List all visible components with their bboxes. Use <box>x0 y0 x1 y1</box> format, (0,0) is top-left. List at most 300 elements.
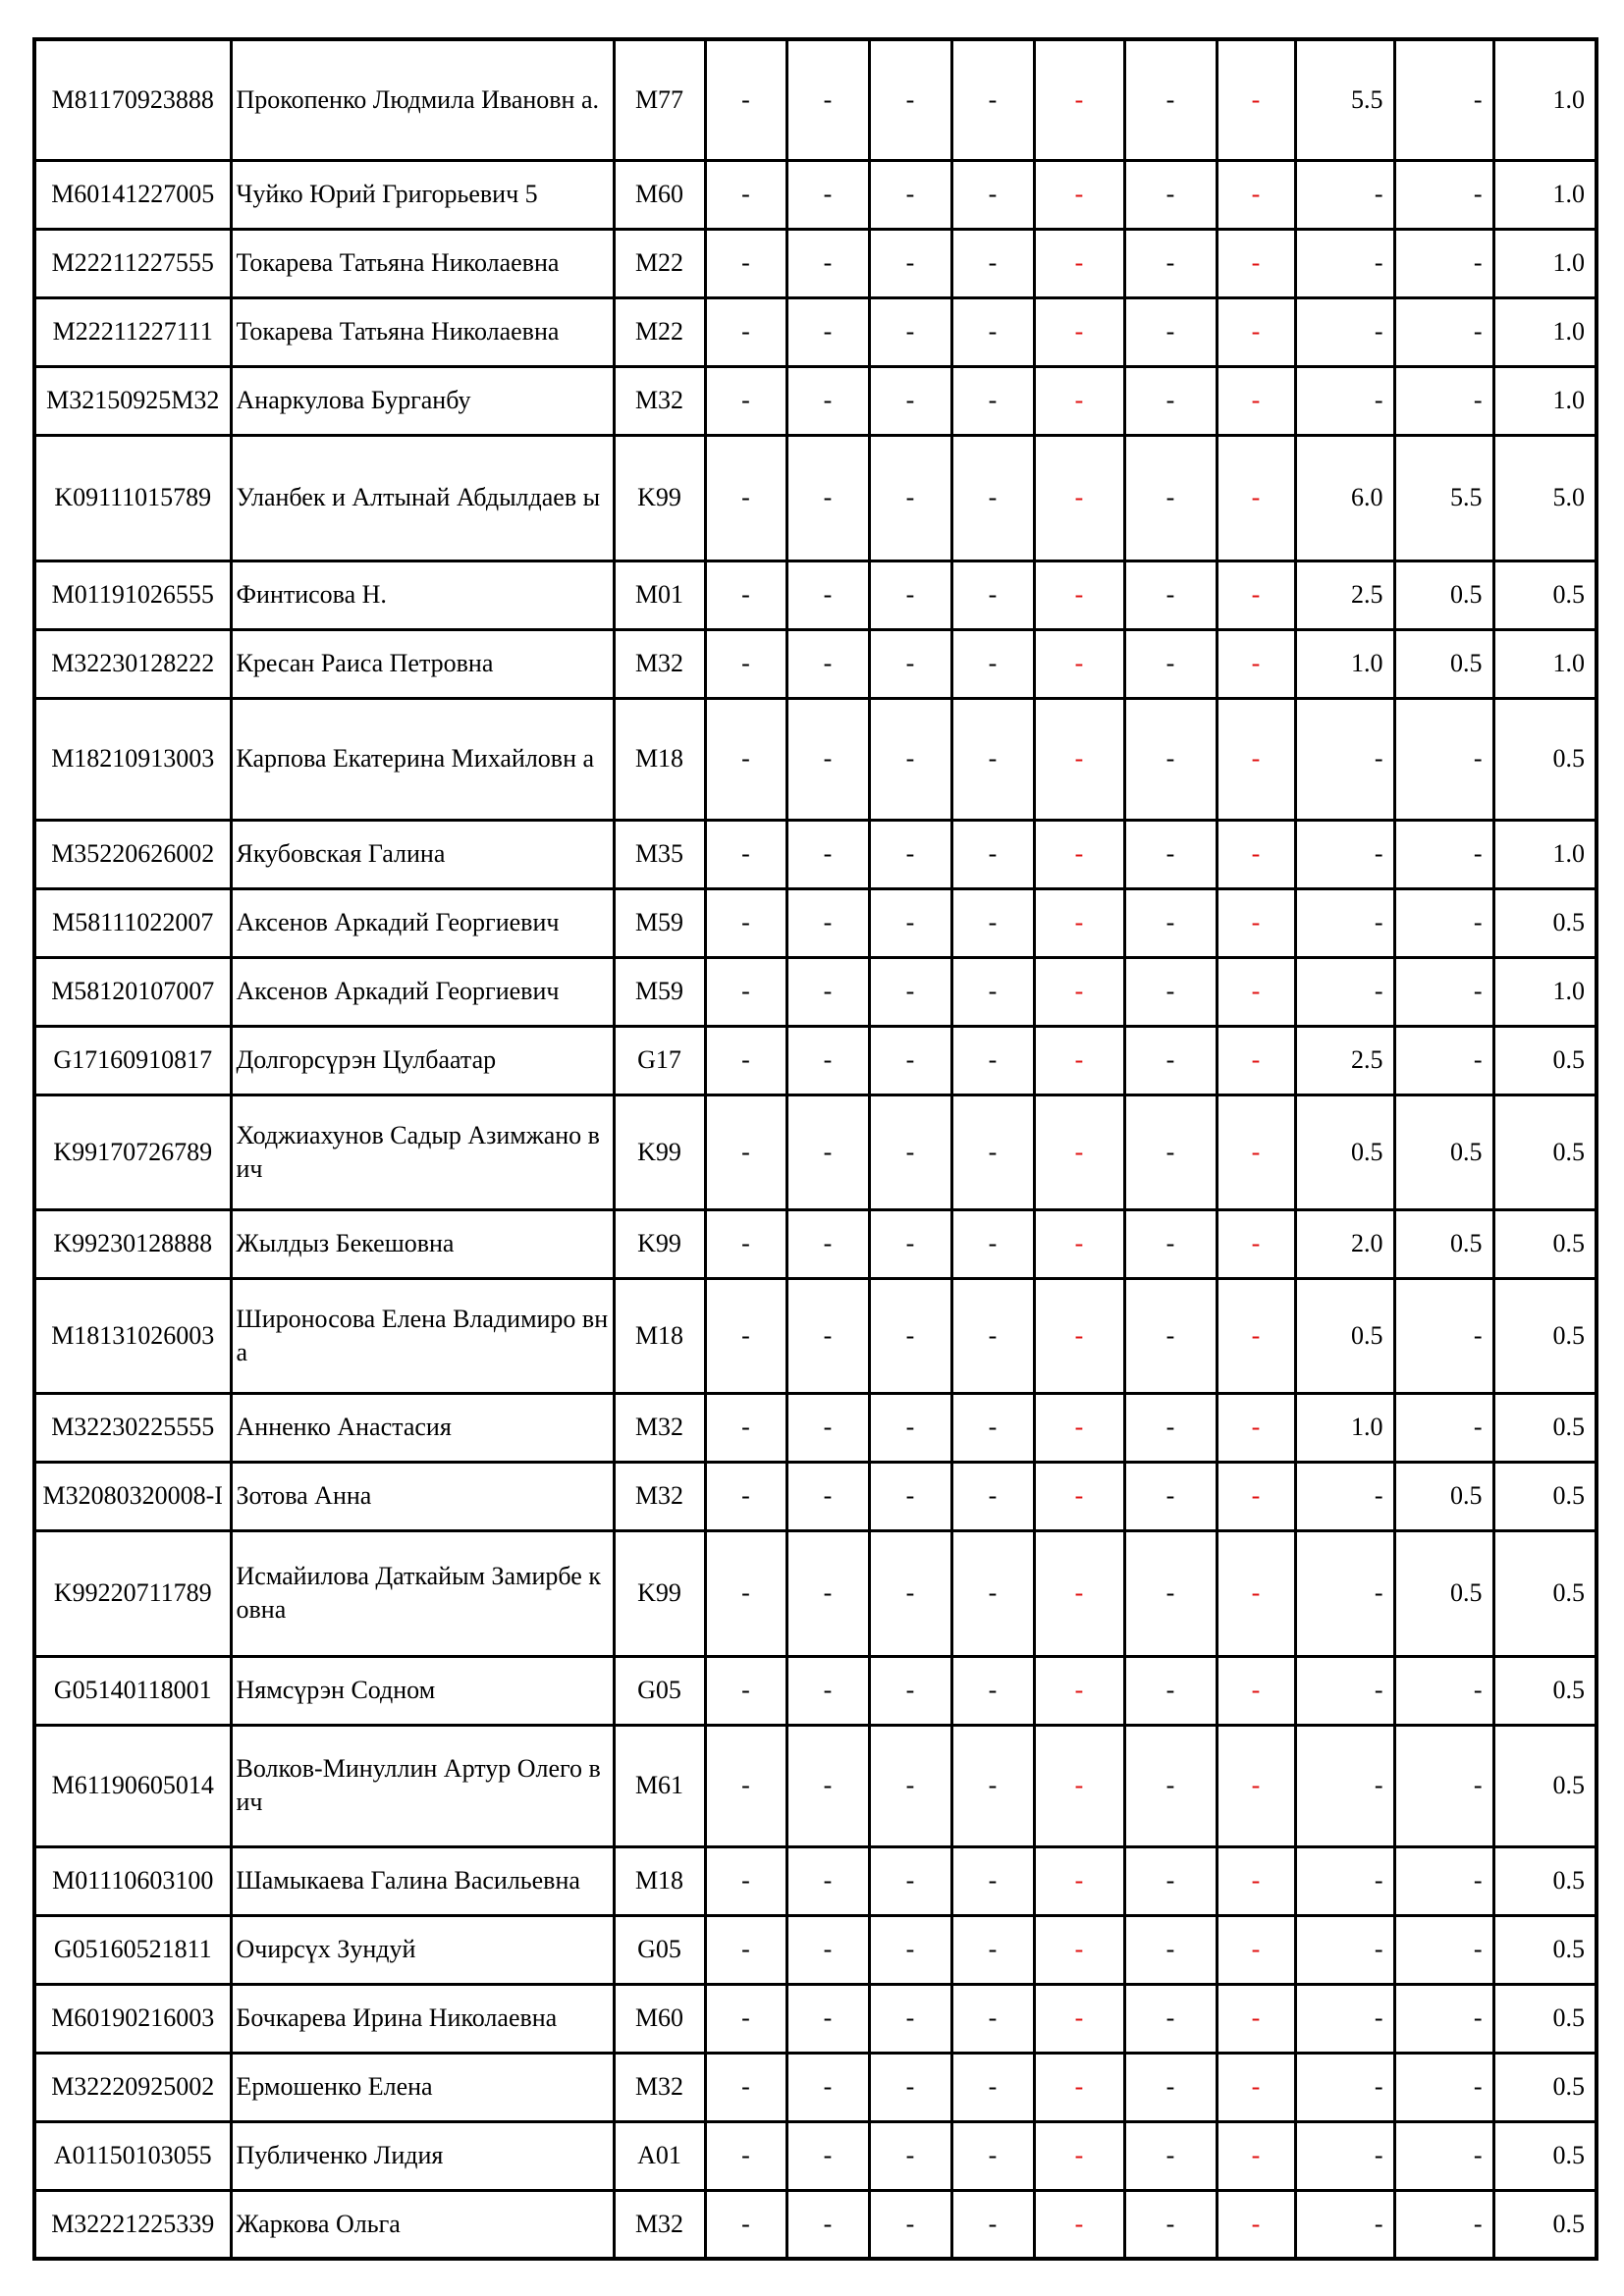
empty-mark-cell: - <box>705 229 786 297</box>
empty-mark-cell: - <box>705 957 786 1026</box>
record-id-cell: M58120107007 <box>34 957 231 1026</box>
empty-mark-cell: - <box>1217 1462 1295 1530</box>
person-name-cell: Токарева Татьяна Николаевна <box>231 229 614 297</box>
score-cell-3: 0.5 <box>1493 1462 1597 1530</box>
empty-mark-cell: - <box>869 39 951 160</box>
empty-mark-cell: - <box>705 1846 786 1915</box>
score-cell-1: - <box>1295 888 1394 957</box>
empty-mark-cell: - <box>786 888 869 957</box>
table-row <box>34 1209 1597 1278</box>
score-cell-1: 2.5 <box>1295 561 1394 629</box>
record-id-cell: M32230128222 <box>34 629 231 698</box>
record-id-cell: M58111022007 <box>34 888 231 957</box>
empty-mark-cell: - <box>1217 1656 1295 1725</box>
empty-mark-cell: - <box>1217 888 1295 957</box>
score-cell-2: - <box>1394 1725 1493 1846</box>
empty-mark-cell: - <box>1217 2121 1295 2190</box>
person-name-cell: Токарева Татьяна Николаевна <box>231 297 614 366</box>
region-code-cell: M61 <box>614 1725 705 1846</box>
empty-mark-cell: - <box>869 160 951 229</box>
empty-mark-cell: - <box>705 1656 786 1725</box>
table-row <box>34 2053 1597 2121</box>
empty-mark-cell: - <box>1034 2121 1124 2190</box>
empty-mark-cell: - <box>1124 1656 1217 1725</box>
record-id-cell: M22211227111 <box>34 297 231 366</box>
person-name-cell: Карпова Екатерина Михайловн а <box>231 698 614 820</box>
score-cell-3: 0.5 <box>1493 1026 1597 1095</box>
score-cell-3: 0.5 <box>1493 1278 1597 1393</box>
region-code-cell: M32 <box>614 2190 705 2259</box>
empty-mark-cell: - <box>786 160 869 229</box>
empty-mark-cell: - <box>786 366 869 435</box>
empty-mark-cell: - <box>869 297 951 366</box>
empty-mark-cell: - <box>786 698 869 820</box>
empty-mark-cell: - <box>869 1462 951 1530</box>
empty-mark-cell: - <box>1217 229 1295 297</box>
score-cell-2: - <box>1394 1984 1493 2053</box>
person-name-cell: Ермошенко Елена <box>231 2053 614 2121</box>
score-cell-2: - <box>1394 1026 1493 1095</box>
table-row <box>34 1462 1597 1530</box>
empty-mark-cell: - <box>951 1725 1034 1846</box>
person-name-cell: Уланбек и Алтынай Абдылдаев ы <box>231 435 614 561</box>
empty-mark-cell: - <box>951 2053 1034 2121</box>
empty-mark-cell: - <box>705 1915 786 1984</box>
empty-mark-cell: - <box>1034 1026 1124 1095</box>
score-cell-3: 1.0 <box>1493 629 1597 698</box>
score-cell-1: - <box>1295 1846 1394 1915</box>
empty-mark-cell: - <box>786 957 869 1026</box>
empty-mark-cell: - <box>786 1462 869 1530</box>
empty-mark-cell: - <box>705 698 786 820</box>
region-code-cell: K99 <box>614 1209 705 1278</box>
empty-mark-cell: - <box>786 2121 869 2190</box>
empty-mark-cell: - <box>786 2190 869 2259</box>
empty-mark-cell: - <box>951 297 1034 366</box>
empty-mark-cell: - <box>1124 366 1217 435</box>
empty-mark-cell: - <box>1034 957 1124 1026</box>
empty-mark-cell: - <box>869 2053 951 2121</box>
empty-mark-cell: - <box>869 629 951 698</box>
person-name-cell: Волков-Минуллин Артур Олего вич <box>231 1725 614 1846</box>
region-code-cell: M32 <box>614 629 705 698</box>
person-name-cell: Зотова Анна <box>231 1462 614 1530</box>
score-cell-2: - <box>1394 1915 1493 1984</box>
region-code-cell: M18 <box>614 698 705 820</box>
region-code-cell: M60 <box>614 1984 705 2053</box>
empty-mark-cell: - <box>869 435 951 561</box>
score-cell-1: 6.0 <box>1295 435 1394 561</box>
empty-mark-cell: - <box>951 1095 1034 1209</box>
empty-mark-cell: - <box>1034 1656 1124 1725</box>
empty-mark-cell: - <box>951 1984 1034 2053</box>
empty-mark-cell: - <box>1124 1278 1217 1393</box>
score-cell-1: 5.5 <box>1295 39 1394 160</box>
score-cell-1: 1.0 <box>1295 629 1394 698</box>
empty-mark-cell: - <box>1124 1846 1217 1915</box>
record-id-cell: M01110603100 <box>34 1846 231 1915</box>
score-cell-1: - <box>1295 1915 1394 1984</box>
empty-mark-cell: - <box>1124 820 1217 888</box>
empty-mark-cell: - <box>786 1984 869 2053</box>
score-cell-3: 1.0 <box>1493 820 1597 888</box>
empty-mark-cell: - <box>951 39 1034 160</box>
score-cell-1: - <box>1295 297 1394 366</box>
person-name-cell: Анаркулова Бурганбу <box>231 366 614 435</box>
table-body <box>34 39 1597 2259</box>
person-name-cell: Жаркова Ольга <box>231 2190 614 2259</box>
person-name-cell: Долгорсүрэн Цулбаатар <box>231 1026 614 1095</box>
empty-mark-cell: - <box>705 2053 786 2121</box>
score-cell-3: 0.5 <box>1493 1656 1597 1725</box>
score-cell-2: - <box>1394 39 1493 160</box>
person-name-cell: Бочкарева Ирина Николаевна <box>231 1984 614 2053</box>
empty-mark-cell: - <box>705 1393 786 1462</box>
region-code-cell: K99 <box>614 435 705 561</box>
empty-mark-cell: - <box>1034 1278 1124 1393</box>
score-cell-2: 0.5 <box>1394 1209 1493 1278</box>
table-row <box>34 229 1597 297</box>
table-row <box>34 2121 1597 2190</box>
empty-mark-cell: - <box>1034 297 1124 366</box>
empty-mark-cell: - <box>705 1278 786 1393</box>
empty-mark-cell: - <box>1217 1984 1295 2053</box>
empty-mark-cell: - <box>869 366 951 435</box>
score-cell-3: 1.0 <box>1493 160 1597 229</box>
record-id-cell: M35220626002 <box>34 820 231 888</box>
empty-mark-cell: - <box>786 1656 869 1725</box>
empty-mark-cell: - <box>1034 39 1124 160</box>
record-id-cell: M81170923888 <box>34 39 231 160</box>
score-cell-1: - <box>1295 957 1394 1026</box>
person-name-cell: Якубовская Галина <box>231 820 614 888</box>
person-name-cell: Аксенов Аркадий Георгиевич <box>231 957 614 1026</box>
table-row <box>34 888 1597 957</box>
empty-mark-cell: - <box>1034 698 1124 820</box>
table-row <box>34 366 1597 435</box>
score-cell-1: - <box>1295 1462 1394 1530</box>
empty-mark-cell: - <box>1034 1095 1124 1209</box>
empty-mark-cell: - <box>869 1026 951 1095</box>
table-row <box>34 1915 1597 1984</box>
region-code-cell: G17 <box>614 1026 705 1095</box>
empty-mark-cell: - <box>951 366 1034 435</box>
region-code-cell: M01 <box>614 561 705 629</box>
empty-mark-cell: - <box>1124 888 1217 957</box>
empty-mark-cell: - <box>869 1095 951 1209</box>
empty-mark-cell: - <box>1217 1915 1295 1984</box>
table-row <box>34 1846 1597 1915</box>
record-id-cell: M32220925002 <box>34 2053 231 2121</box>
record-id-cell: M32080320008-I <box>34 1462 231 1530</box>
table-row <box>34 698 1597 820</box>
region-code-cell: M32 <box>614 1393 705 1462</box>
score-cell-1: - <box>1295 160 1394 229</box>
score-cell-3: 1.0 <box>1493 39 1597 160</box>
empty-mark-cell: - <box>705 1984 786 2053</box>
empty-mark-cell: - <box>1217 297 1295 366</box>
empty-mark-cell: - <box>869 1846 951 1915</box>
empty-mark-cell: - <box>786 561 869 629</box>
empty-mark-cell: - <box>786 39 869 160</box>
empty-mark-cell: - <box>1124 39 1217 160</box>
empty-mark-cell: - <box>1034 2053 1124 2121</box>
empty-mark-cell: - <box>1217 435 1295 561</box>
score-cell-2: - <box>1394 160 1493 229</box>
empty-mark-cell: - <box>951 2121 1034 2190</box>
empty-mark-cell: - <box>1124 297 1217 366</box>
person-name-cell: Кресан Раиса Петровна <box>231 629 614 698</box>
score-cell-2: - <box>1394 297 1493 366</box>
empty-mark-cell: - <box>705 366 786 435</box>
table-row <box>34 957 1597 1026</box>
table-row <box>34 2190 1597 2259</box>
empty-mark-cell: - <box>1217 39 1295 160</box>
empty-mark-cell: - <box>1217 820 1295 888</box>
empty-mark-cell: - <box>1034 1725 1124 1846</box>
score-cell-3: 0.5 <box>1493 888 1597 957</box>
empty-mark-cell: - <box>951 435 1034 561</box>
region-code-cell: M32 <box>614 1462 705 1530</box>
empty-mark-cell: - <box>1034 1984 1124 2053</box>
score-cell-1: 0.5 <box>1295 1278 1394 1393</box>
empty-mark-cell: - <box>1034 1209 1124 1278</box>
empty-mark-cell: - <box>1217 160 1295 229</box>
score-cell-3: 0.5 <box>1493 561 1597 629</box>
table-row <box>34 1026 1597 1095</box>
person-name-cell: Чуйко Юрий Григорьевич 5 <box>231 160 614 229</box>
region-code-cell: M22 <box>614 229 705 297</box>
table-row <box>34 561 1597 629</box>
region-code-cell: M22 <box>614 297 705 366</box>
empty-mark-cell: - <box>1034 1393 1124 1462</box>
score-cell-2: - <box>1394 2190 1493 2259</box>
empty-mark-cell: - <box>951 698 1034 820</box>
score-cell-1: - <box>1295 698 1394 820</box>
empty-mark-cell: - <box>1034 1846 1124 1915</box>
score-cell-1: 0.5 <box>1295 1095 1394 1209</box>
score-cell-2: - <box>1394 1278 1493 1393</box>
region-code-cell: M59 <box>614 957 705 1026</box>
score-cell-1: 1.0 <box>1295 1393 1394 1462</box>
empty-mark-cell: - <box>1124 1393 1217 1462</box>
empty-mark-cell: - <box>1124 229 1217 297</box>
empty-mark-cell: - <box>1124 2190 1217 2259</box>
empty-mark-cell: - <box>705 435 786 561</box>
record-id-cell: G17160910817 <box>34 1026 231 1095</box>
empty-mark-cell: - <box>1217 1393 1295 1462</box>
table-row <box>34 1984 1597 2053</box>
region-code-cell: G05 <box>614 1656 705 1725</box>
empty-mark-cell: - <box>951 1915 1034 1984</box>
empty-mark-cell: - <box>786 1209 869 1278</box>
empty-mark-cell: - <box>1034 1530 1124 1656</box>
score-cell-3: 0.5 <box>1493 1725 1597 1846</box>
empty-mark-cell: - <box>705 39 786 160</box>
record-id-cell: K99170726789 <box>34 1095 231 1209</box>
empty-mark-cell: - <box>1217 561 1295 629</box>
record-id-cell: K99230128888 <box>34 1209 231 1278</box>
score-cell-3: 1.0 <box>1493 366 1597 435</box>
empty-mark-cell: - <box>705 297 786 366</box>
record-id-cell: M01191026555 <box>34 561 231 629</box>
score-cell-3: 0.5 <box>1493 1846 1597 1915</box>
score-cell-2: - <box>1394 229 1493 297</box>
table-row <box>34 629 1597 698</box>
empty-mark-cell: - <box>786 297 869 366</box>
empty-mark-cell: - <box>1217 2190 1295 2259</box>
empty-mark-cell: - <box>951 229 1034 297</box>
person-name-cell: Анненко Анастасия <box>231 1393 614 1462</box>
empty-mark-cell: - <box>1124 957 1217 1026</box>
empty-mark-cell: - <box>705 820 786 888</box>
empty-mark-cell: - <box>1034 820 1124 888</box>
person-name-cell: Очирсүх Зундуй <box>231 1915 614 1984</box>
empty-mark-cell: - <box>1124 1462 1217 1530</box>
empty-mark-cell: - <box>1124 1530 1217 1656</box>
score-cell-1: - <box>1295 1725 1394 1846</box>
record-id-cell: K99220711789 <box>34 1530 231 1656</box>
score-cell-1: - <box>1295 1984 1394 2053</box>
empty-mark-cell: - <box>869 888 951 957</box>
score-cell-2: - <box>1394 1846 1493 1915</box>
empty-mark-cell: - <box>1217 1725 1295 1846</box>
score-cell-3: 1.0 <box>1493 957 1597 1026</box>
empty-mark-cell: - <box>869 698 951 820</box>
empty-mark-cell: - <box>1217 629 1295 698</box>
person-name-cell: Финтисова Н. <box>231 561 614 629</box>
record-id-cell: K09111015789 <box>34 435 231 561</box>
empty-mark-cell: - <box>951 1278 1034 1393</box>
record-id-cell: M32150925M32 <box>34 366 231 435</box>
empty-mark-cell: - <box>1034 435 1124 561</box>
score-cell-2: 0.5 <box>1394 1530 1493 1656</box>
empty-mark-cell: - <box>786 2053 869 2121</box>
empty-mark-cell: - <box>1124 1725 1217 1846</box>
empty-mark-cell: - <box>705 1095 786 1209</box>
empty-mark-cell: - <box>1124 629 1217 698</box>
empty-mark-cell: - <box>1217 1026 1295 1095</box>
empty-mark-cell: - <box>951 561 1034 629</box>
empty-mark-cell: - <box>869 957 951 1026</box>
table-row <box>34 160 1597 229</box>
score-cell-3: 0.5 <box>1493 1095 1597 1209</box>
score-cell-3: 0.5 <box>1493 1984 1597 2053</box>
empty-mark-cell: - <box>786 435 869 561</box>
empty-mark-cell: - <box>951 629 1034 698</box>
empty-mark-cell: - <box>705 1209 786 1278</box>
score-cell-1: - <box>1295 2121 1394 2190</box>
empty-mark-cell: - <box>951 1026 1034 1095</box>
score-cell-2: - <box>1394 366 1493 435</box>
empty-mark-cell: - <box>869 1725 951 1846</box>
table-row <box>34 1725 1597 1846</box>
score-cell-3: 0.5 <box>1493 1393 1597 1462</box>
score-cell-1: - <box>1295 229 1394 297</box>
empty-mark-cell: - <box>1217 957 1295 1026</box>
table-row <box>34 820 1597 888</box>
empty-mark-cell: - <box>1034 366 1124 435</box>
person-name-cell: Нямсүрэн Содном <box>231 1656 614 1725</box>
person-name-cell: Публиченко Лидия <box>231 2121 614 2190</box>
score-cell-1: - <box>1295 1656 1394 1725</box>
empty-mark-cell: - <box>1034 2190 1124 2259</box>
score-cell-2: - <box>1394 1393 1493 1462</box>
score-cell-1: - <box>1295 366 1394 435</box>
empty-mark-cell: - <box>1217 1530 1295 1656</box>
score-cell-2: 0.5 <box>1394 629 1493 698</box>
empty-mark-cell: - <box>705 2121 786 2190</box>
empty-mark-cell: - <box>786 629 869 698</box>
empty-mark-cell: - <box>1124 2121 1217 2190</box>
region-code-cell: M60 <box>614 160 705 229</box>
empty-mark-cell: - <box>1124 698 1217 820</box>
empty-mark-cell: - <box>951 2190 1034 2259</box>
score-cell-1: 2.5 <box>1295 1026 1394 1095</box>
record-id-cell: M18210913003 <box>34 698 231 820</box>
person-name-cell: Исмайилова Даткайым Замирбе ковна <box>231 1530 614 1656</box>
region-code-cell: K99 <box>614 1530 705 1656</box>
empty-mark-cell: - <box>786 1530 869 1656</box>
empty-mark-cell: - <box>705 629 786 698</box>
score-cell-3: 0.5 <box>1493 2053 1597 2121</box>
empty-mark-cell: - <box>951 820 1034 888</box>
region-code-cell: M59 <box>614 888 705 957</box>
score-cell-3: 1.0 <box>1493 229 1597 297</box>
score-cell-2: - <box>1394 698 1493 820</box>
empty-mark-cell: - <box>1034 888 1124 957</box>
empty-mark-cell: - <box>1034 561 1124 629</box>
person-name-cell: Ходжиахунов Садыр Азимжано вич <box>231 1095 614 1209</box>
score-cell-2: 0.5 <box>1394 1095 1493 1209</box>
empty-mark-cell: - <box>869 1278 951 1393</box>
empty-mark-cell: - <box>786 1095 869 1209</box>
empty-mark-cell: - <box>869 561 951 629</box>
empty-mark-cell: - <box>705 160 786 229</box>
empty-mark-cell: - <box>869 1530 951 1656</box>
empty-mark-cell: - <box>1034 629 1124 698</box>
table-row <box>34 435 1597 561</box>
empty-mark-cell: - <box>869 1984 951 2053</box>
empty-mark-cell: - <box>951 160 1034 229</box>
empty-mark-cell: - <box>1217 1209 1295 1278</box>
region-code-cell: G05 <box>614 1915 705 1984</box>
empty-mark-cell: - <box>1124 1984 1217 2053</box>
record-id-cell: G05140118001 <box>34 1656 231 1725</box>
table-row <box>34 297 1597 366</box>
empty-mark-cell: - <box>951 1656 1034 1725</box>
score-cell-1: 2.0 <box>1295 1209 1394 1278</box>
score-cell-2: 5.5 <box>1394 435 1493 561</box>
empty-mark-cell: - <box>705 1725 786 1846</box>
empty-mark-cell: - <box>1034 229 1124 297</box>
empty-mark-cell: - <box>1034 1462 1124 1530</box>
empty-mark-cell: - <box>1124 1209 1217 1278</box>
empty-mark-cell: - <box>951 1462 1034 1530</box>
empty-mark-cell: - <box>869 2190 951 2259</box>
empty-mark-cell: - <box>1124 160 1217 229</box>
score-cell-1: - <box>1295 2053 1394 2121</box>
empty-mark-cell: - <box>786 820 869 888</box>
empty-mark-cell: - <box>786 229 869 297</box>
record-id-cell: M32230225555 <box>34 1393 231 1462</box>
record-id-cell: M60141227005 <box>34 160 231 229</box>
table-row <box>34 39 1597 160</box>
empty-mark-cell: - <box>951 957 1034 1026</box>
empty-mark-cell: - <box>786 1725 869 1846</box>
region-code-cell: M35 <box>614 820 705 888</box>
results-table <box>32 37 1598 2261</box>
